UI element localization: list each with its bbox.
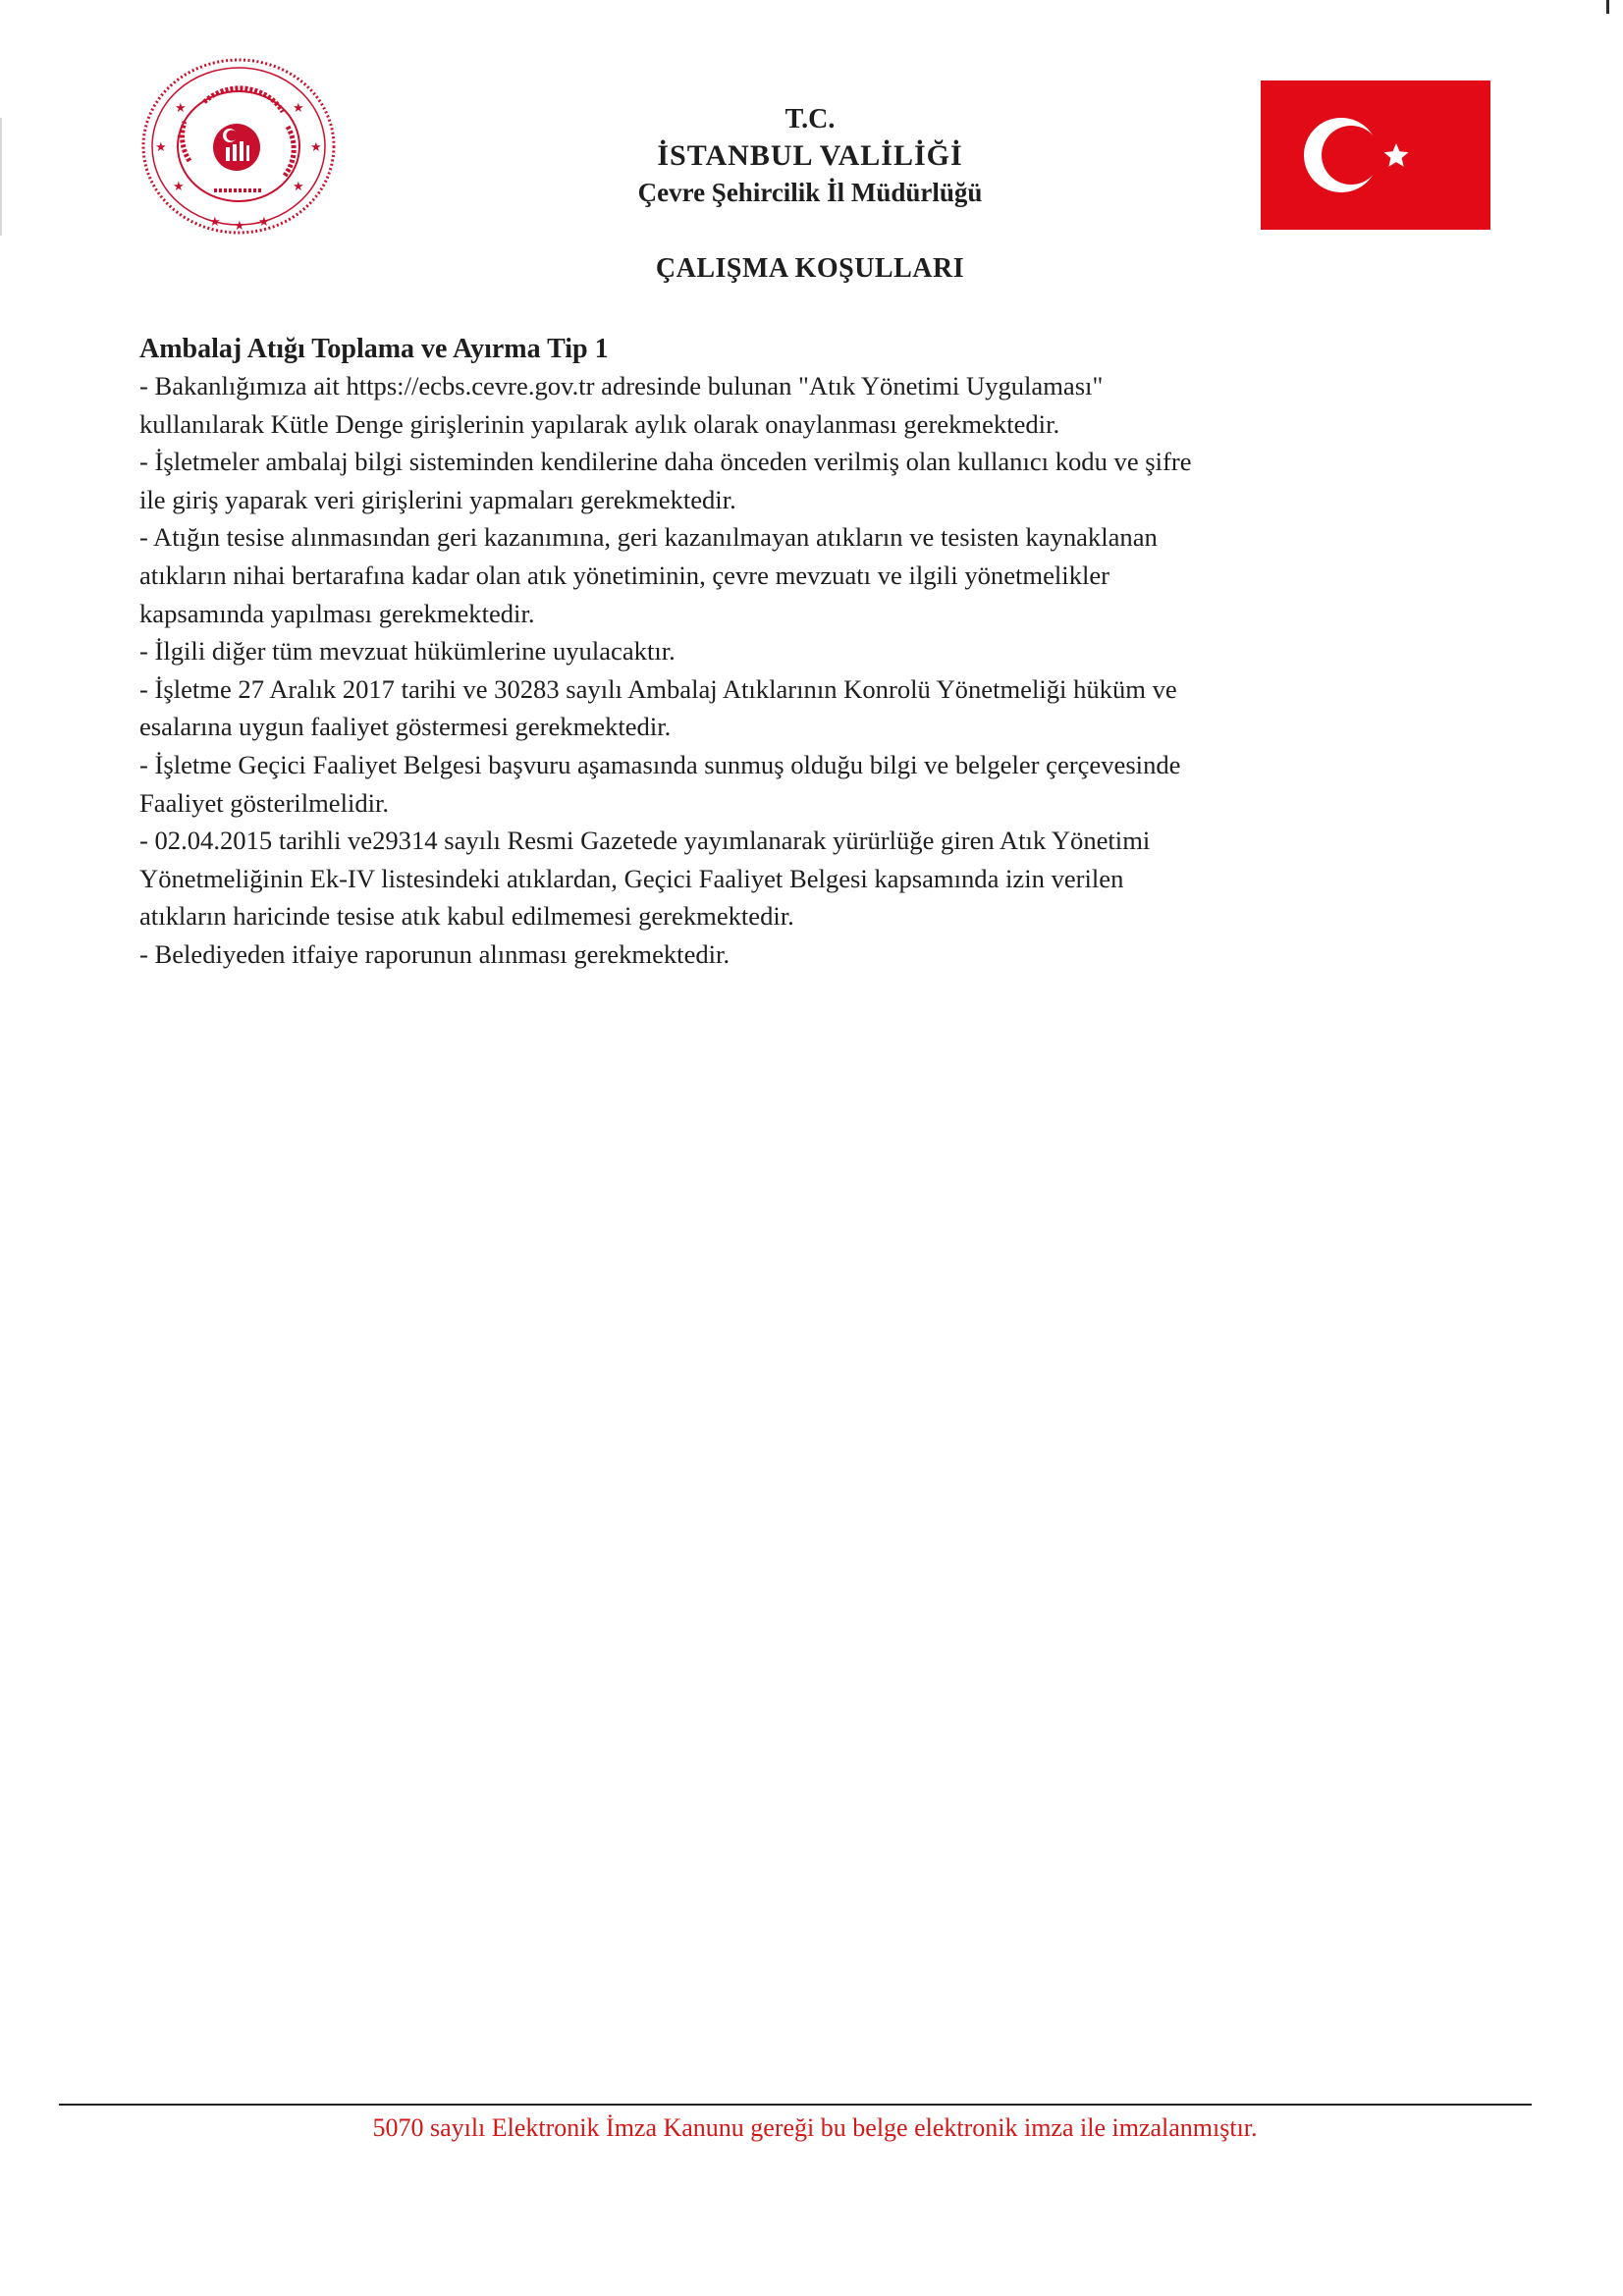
clause-line: Yönetmeliğinin Ek-IV listesindeki atıklardan, Geçici Faaliyet Belgesi kapsamında izin verilen xyxy=(139,863,1124,893)
svg-text:★: ★ xyxy=(310,139,322,154)
clause-line: kapsamında yapılması gerekmektedir. xyxy=(139,598,535,628)
svg-text:★: ★ xyxy=(155,139,167,154)
clause-line: - Atığın tesise alınmasından geri kazanımına, geri kazanılmayan atıkların ve tesisten kaynaklanan xyxy=(139,522,1158,553)
header-line-directorate: Çevre Şehircilik İl Müdürlüğü xyxy=(637,178,983,207)
document-body xyxy=(139,331,1494,974)
ministry-seal-icon xyxy=(135,53,342,240)
scan-edge-shadow xyxy=(0,118,2,236)
svg-text:★: ★ xyxy=(173,179,185,193)
clause-line: atıkların haricinde tesise atık kabul edilmemesi gerekmektedir. xyxy=(139,901,794,932)
footer-divider xyxy=(59,2104,1532,2106)
clause-line: esalarına uygun faaliyet göstermesi gerekmektedir. xyxy=(139,712,672,742)
clause-list xyxy=(139,367,1494,974)
clause-line: - Bakanlığımıza ait https://ecbs.cevre.gov.tr adresinde bulunan "Atık Yönetimi Uygulaması" xyxy=(139,371,1104,400)
svg-text:★: ★ xyxy=(209,214,221,229)
clause-line: - İlgili diğer tüm mevzuat hükümlerine uyulacaktır. xyxy=(139,636,676,667)
section-title: Ambalaj Atığı Toplama ve Ayırma Tip 1 xyxy=(139,334,609,364)
document-title: ÇALIŞMA KOŞULLARI xyxy=(655,253,965,284)
clause-line: ile giriş yaparak veri girişlerini yapmaları gerekmektedir. xyxy=(139,484,736,514)
svg-text:★: ★ xyxy=(293,100,304,115)
clause-line: - 02.04.2015 tarihli ve29314 sayılı Resmi Gazetede yayımlanarak yürürlüğe giren Atık Yönetimi xyxy=(139,826,1151,856)
clause-line: atıkların nihai bertarafına kadar olan atık yönetiminin, çevre mevzuatı ve ilgili yönetmelikler xyxy=(139,560,1110,590)
svg-text:★: ★ xyxy=(175,100,187,115)
header-line-governorship: İSTANBUL VALİLİĞİ xyxy=(657,139,963,172)
clause-line: kullanılarak Kütle Denge girişlerinin yapılarak aylık olarak onaylanması gerekmektedir. xyxy=(139,408,1060,439)
clause-line: - Belediyeden itfaiye raporunun alınması gerekmektedir. xyxy=(139,938,730,969)
e-signature-notice: 5070 sayılı Elektronik İmza Kanunu gereği bu belge elektronik imza ile imzalanmıştır. xyxy=(372,2113,1258,2142)
header-line-tc: T.C. xyxy=(784,104,836,134)
clause-line: Faaliyet gösterilmelidir. xyxy=(139,787,390,818)
clause-line: - İşletme Geçici Faaliyet Belgesi başvuru aşamasında sunmuş olduğu bilgi ve belgeler çerçevesinde xyxy=(139,749,1181,779)
svg-text:★: ★ xyxy=(258,214,270,229)
svg-text:★: ★ xyxy=(234,218,245,233)
turkish-flag-icon xyxy=(1261,80,1490,230)
document-header xyxy=(442,102,1178,210)
scan-edge-mark xyxy=(1606,0,1609,14)
clause-line: - İşletme 27 Aralık 2017 tarihi ve 30283 sayılı Ambalaj Atıklarının Konrolü Yönetmeliği hüküm ve xyxy=(139,673,1177,704)
svg-text:★: ★ xyxy=(293,179,304,193)
clause-line: - İşletmeler ambalaj bilgi sisteminden kendilerine daha önceden verilmiş olan kullanıcı kodu ve şifre xyxy=(139,447,1192,477)
